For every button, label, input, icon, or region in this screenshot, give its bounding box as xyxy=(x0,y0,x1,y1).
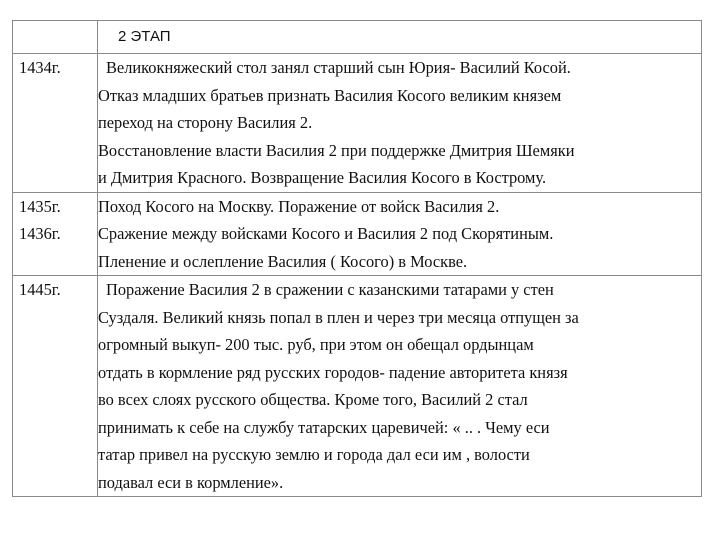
event-text-line: Пленение и ослепление Василия ( Косого) в Москве. xyxy=(98,251,468,271)
header-date-cell xyxy=(13,21,98,54)
date-cell-1435-1436 xyxy=(13,192,98,276)
event-text-line: Отказ младших братьев признать Василия Косого великим князем xyxy=(98,85,562,105)
date-cell-1445 xyxy=(13,276,98,497)
event-text-line: Восстановление власти Василия 2 при поддержке Дмитрия Шемяки xyxy=(98,140,575,160)
event-date-spacer xyxy=(13,248,97,276)
table-row-1435-1436 xyxy=(13,192,702,276)
event-text-line: во всех слоях русского общества. Кроме того, Василий 2 стал xyxy=(98,390,528,409)
text-cell-1435-1436 xyxy=(98,192,702,276)
history-table xyxy=(12,20,702,497)
event-date: 1434г. xyxy=(19,58,61,77)
date-cell-1434 xyxy=(13,54,98,193)
event-text-line: переход на сторону Василия 2. xyxy=(98,113,313,132)
stage-title: 2 ЭТАП xyxy=(118,28,171,45)
event-text-line: подавал еси в кормление». xyxy=(98,472,284,492)
event-text-line: и Дмитрия Красного. Возвращение Василия Косого в Кострому. xyxy=(98,168,547,187)
text-cell-1434 xyxy=(98,54,702,193)
event-text-line: принимать к себе на службу татарских царевичей: « .. . Чему еси xyxy=(98,417,550,437)
table-row-header xyxy=(13,21,702,54)
event-text-line: Поход Косого на Москву. Поражение от войск Василия 2. xyxy=(98,196,500,216)
event-date: 1435г. xyxy=(19,196,61,216)
event-text-line: Суздаля. Великий князь попал в плен и через три месяца отпущен за xyxy=(98,307,579,327)
table-row-1434 xyxy=(13,54,702,193)
event-text-line: Сражение между войсками Косого и Василия 2 под Скорятиным. xyxy=(98,224,554,243)
event-text-line: татар привел на русскую землю и города дал еси им , волости xyxy=(98,445,530,464)
event-date: 1445г. xyxy=(19,280,61,299)
text-cell-1445 xyxy=(98,276,702,497)
header-text-cell xyxy=(98,21,702,54)
event-text-line: огромный выкуп- 200 тыс. руб, при этом он обещал ордынцам xyxy=(98,335,534,354)
event-text-line: Поражение Василия 2 в сражении с казанскими татарами у стен xyxy=(106,280,554,299)
table-row-1445 xyxy=(13,276,702,497)
event-text-line: отдать в кормление ряд русских городов- падение авторитета князя xyxy=(98,362,568,382)
event-text-line: Великокняжеский стол занял старший сын Юрия- Василий Косой. xyxy=(106,58,571,77)
event-date: 1436г. xyxy=(19,224,61,243)
